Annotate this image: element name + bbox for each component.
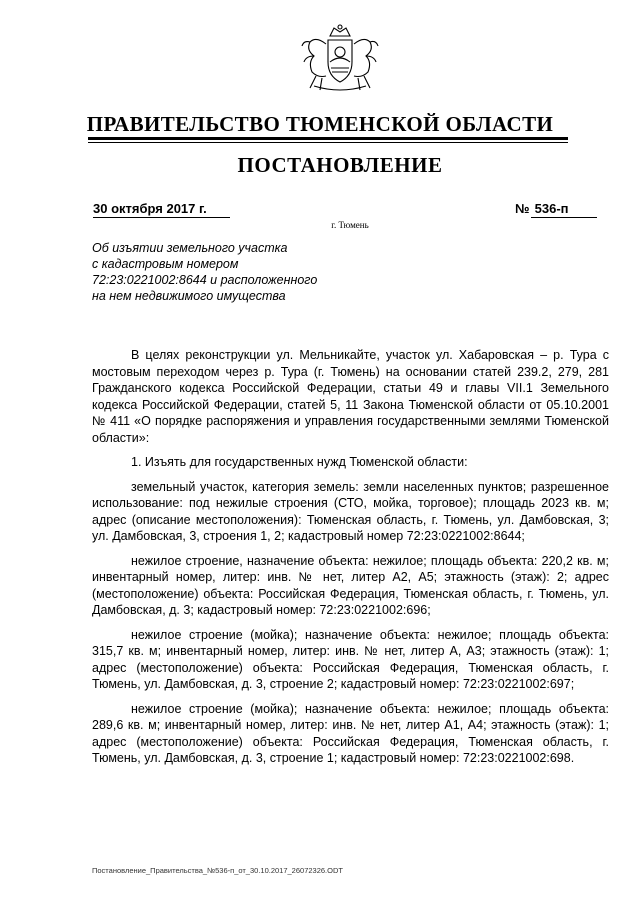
document-body [92, 347, 609, 775]
building-paragraph: нежилое строение (мойка); назначение объекта: нежилое; площадь объекта: 315,7 кв. м; инвентарный номер, литер: инв. № нет, литер А, А3; этажность (этаж): 1; адрес (местоположение) объекта: Российская Федерация, Тюменская область, г. Тюмень, ул. Дамбовская, д. 3, строение 2; кадастровый номер: 72:23:0221002:697; [92, 627, 609, 691]
file-name-footer: Постановление_Правительства_№536-п_от_30.10.2017_26072326.ODT [92, 866, 343, 875]
organization-title: ПРАВИТЕЛЬСТВО ТЮМЕНСКОЙ ОБЛАСТИ [86, 112, 554, 136]
document-type: ПОСТАНОВЛЕНИЕ [237, 153, 443, 177]
preamble-paragraph: В целях реконструкции ул. Мельникайте, участок ул. Хабаровская – р. Тура с мостовым переходом через р. Тура (г. Тюмень) на основании статей 239.2, 279, 281 Гражданского кодекса Российской Федерации, статьи 49 и главы VII.1 Земельного кодекса Российской Федерации, статей 5, 11 Закона Тюменской области от 05.10.2001 № 411 «О порядке распоряжения и управления государственными землями Тюменской области»: [92, 348, 609, 445]
subject-line: на нем недвижимого имущества [92, 289, 286, 303]
land-plot-paragraph: земельный участок, категория земель: земли населенных пунктов; разрешенное использование: под нежилые строения (СТО, мойка, торговое); площадь 2023 кв. м; адрес (описание местоположения): Тюменская область, г. Тюмень, ул. Дамбовская, 3; ул. Дамбовская, 3, строения 1, 2; кадастровый номер 72:23:0221002:8644; [92, 479, 609, 543]
document-date: 30 октября 2017 г. [93, 201, 230, 218]
header-rule-thin [88, 142, 568, 143]
subject-line: с кадастровым номером [92, 257, 239, 271]
clause-paragraph: 1. Изъять для государственных нужд Тюменской области: [131, 455, 468, 469]
building-paragraph: нежилое строение (мойка); назначение объекта: нежилое; площадь объекта: 289,6 кв. м; инвентарный номер, литер: инв. № нет, литер А1, А4; этажность (этаж): 1; адрес (местоположение) объекта: Российская Федерация, Тюменская область, г. Тюмень, ул. Дамбовская, д. 3, строение 1; кадастровый номер: 72:23:0221002:698. [92, 701, 609, 765]
city: г. Тюмень [331, 220, 369, 230]
document-number: 536-п [531, 201, 597, 218]
header-rule-thick [88, 137, 568, 140]
coat-of-arms-icon [296, 22, 384, 94]
document-subject [92, 240, 392, 304]
document-number-label: № [515, 201, 530, 216]
building-paragraph: нежилое строение, назначение объекта: нежилое; площадь объекта: 220,2 кв. м; инвентарный номер, литер: инв. № нет, литер А2, А5; этажность (этаж): 2; адрес (местоположение) объекта: Российская Федерация, Тюменская область, г. Тюмень, ул. Дамбовская, д. 3; кадастровый номер: 72:23:0221002:696; [92, 553, 609, 617]
subject-line: 72:23:0221002:8644 и расположенного [92, 273, 318, 287]
subject-line: Об изъятии земельного участка [92, 241, 288, 255]
